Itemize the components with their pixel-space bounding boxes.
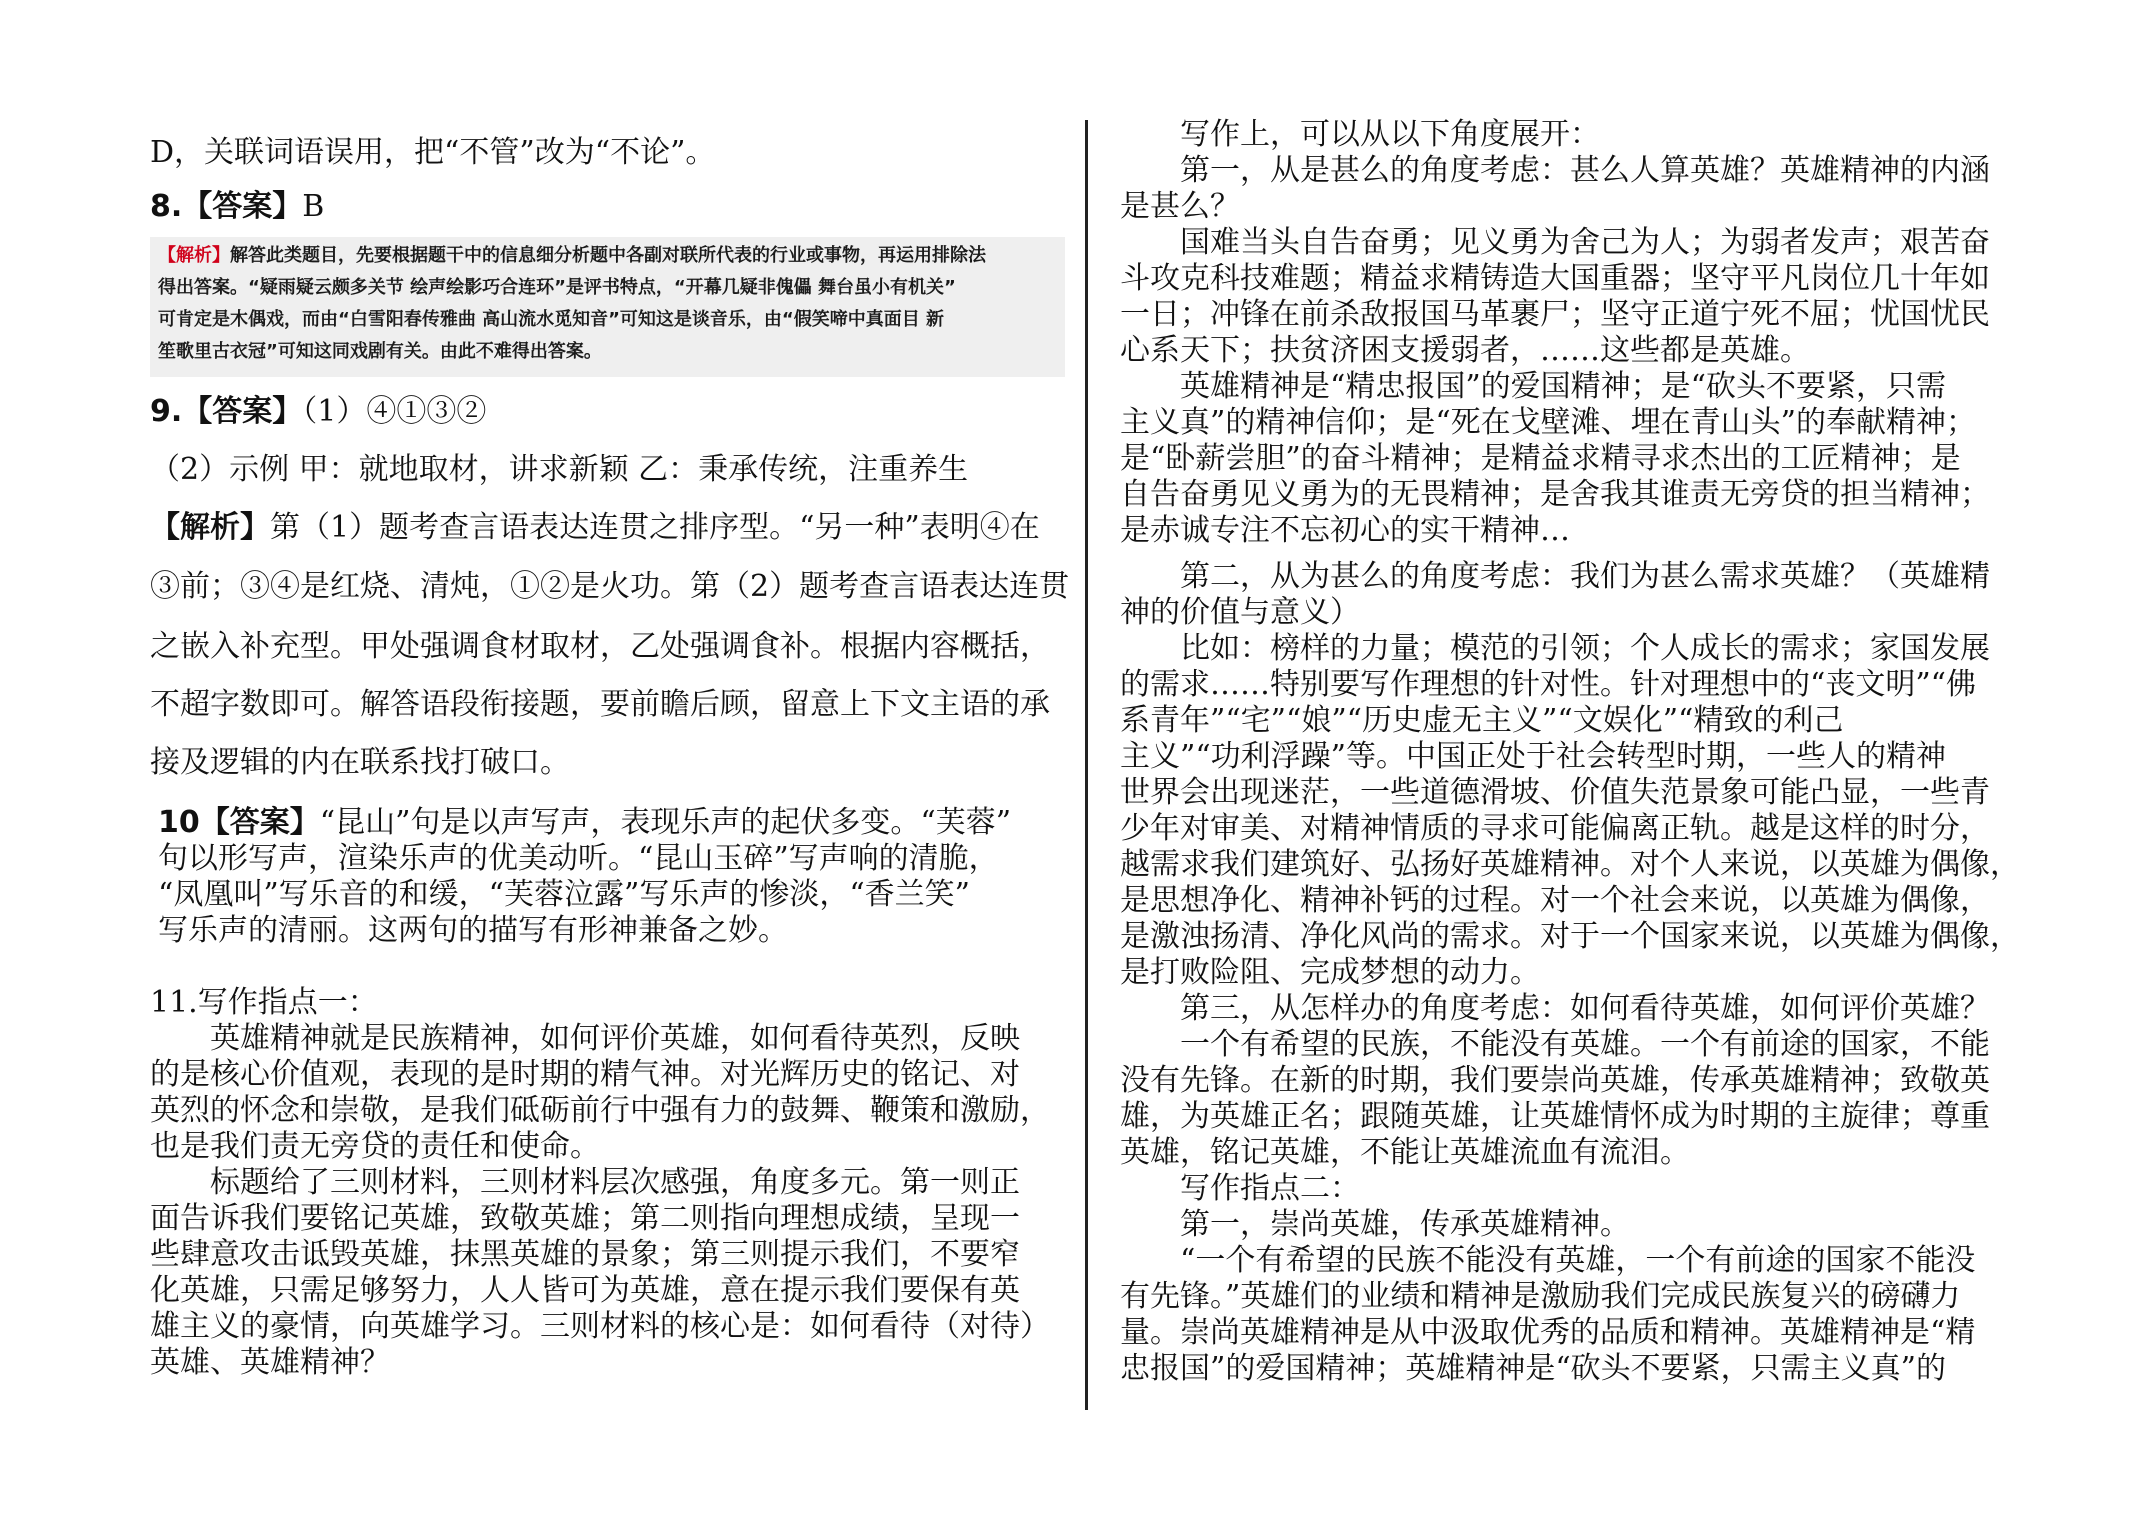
q10-answer-line-3: “凤凰叫”写乐音的和缓，“芙蓉泣露”写乐声的惨淡，“香兰笑” bbox=[158, 877, 971, 912]
right-text-line: 是思想净化、精神补钙的过程。对一个社会来说，以英雄为偶像， bbox=[1120, 883, 1990, 918]
right-text-line: 是激浊扬清、净化风尚的需求。对于一个国家来说，以英雄为偶像， bbox=[1120, 919, 2020, 954]
q11-line: 面告诉我们要铭记英雄，致敬英雄；第二则指向理想成绩，呈现一 bbox=[150, 1201, 1020, 1236]
right-text-line: 越需求我们建筑好、弘扬好英雄精神。对个人来说，以英雄为偶像， bbox=[1120, 847, 2020, 882]
q8-analysis-line-2: 得出答案。“疑雨疑云颇多关节 绘声绘影巧合连环”是评书特点，“开幕几疑非傀儡 舞台虽小有机关” bbox=[158, 277, 956, 298]
right-text-line: 主义真”的精神信仰；是“死在戈壁滩、埋在青山头”的奉献精神； bbox=[1120, 405, 1977, 440]
q11-line: 的是核心价值观，表现的是时期的精气神。对光辉历史的铭记、对 bbox=[150, 1057, 1020, 1092]
q8-answer bbox=[150, 190, 324, 224]
q9-analysis-tag: 【解析】 bbox=[150, 510, 270, 545]
q9-analysis-line-5: 接及逻辑的内在联系找打破口。 bbox=[150, 745, 570, 780]
right-text-line: 雄，为英雄正名；跟随英雄，让英雄情怀成为时期的主旋律；尊重 bbox=[1120, 1099, 1990, 1134]
q8-analysis-line-1: 【解析】解答此类题目，先要根据题干中的信息细分析题中各副对联所代表的行业或事物，再运用排除法 bbox=[158, 245, 986, 266]
q11-line: 化英雄，只需足够努力，人人皆可为英雄，意在提示我们要保有英 bbox=[150, 1273, 1020, 1308]
right-text-line: 量。崇尚英雄精神是从中汲取优秀的品质和精神。英雄精神是“精 bbox=[1120, 1315, 1976, 1350]
q8-number: 8. bbox=[150, 189, 183, 224]
q9-answer bbox=[150, 395, 486, 429]
right-text-line: 系青年”“宅”“娘”“历史虚无主义”“文娱化”“精致的利己 bbox=[1120, 703, 1844, 738]
right-text-line: 国难当头自告奋勇；见义勇为舍己为人；为弱者发声；艰苦奋 bbox=[1120, 225, 1990, 260]
q11-line: 英烈的怀念和崇敬，是我们砥砺前行中强有力的鼓舞、鞭策和激励， bbox=[150, 1093, 1050, 1128]
q9-analysis-line-3: 之嵌入补充型。甲处强调食材取材，乙处强调食补。根据内容概括， bbox=[150, 629, 1050, 664]
q11-line: 雄主义的豪情，向英雄学习。三则材料的核心是：如何看待（对待） bbox=[150, 1309, 1050, 1344]
right-text-line: 自告奋勇见义勇为的无畏精神；是舍我其谁责无旁贷的担当精神； bbox=[1120, 477, 1990, 512]
right-text-line: 英雄，铭记英雄，不能让英雄流血有流泪。 bbox=[1120, 1135, 1690, 1170]
q7-option-d-text: D，关联词语误用，把“不管”改为“不论”。 bbox=[150, 135, 716, 170]
right-text-line: 第三，从怎样办的角度考虑：如何看待英雄，如何评价英雄？ bbox=[1120, 991, 1990, 1026]
column-divider bbox=[1085, 120, 1088, 1410]
right-text-line: 是“卧薪尝胆”的奋斗精神；是精益求精寻求杰出的工匠精神；是 bbox=[1120, 441, 1961, 476]
right-text-line: 英雄精神是“精忠报国”的爱国精神；是“砍头不要紧，只需 bbox=[1120, 369, 1947, 404]
q11-line: 些肆意攻击诋毁英雄，抹黑英雄的景象；第三则提示我们，不要窄 bbox=[150, 1237, 1020, 1272]
q9-number: 9. bbox=[150, 394, 183, 429]
q8-analysis-box bbox=[150, 237, 1065, 377]
q9-answer-value: （1）④①③② bbox=[302, 394, 487, 429]
right-text-line: 写作指点二： bbox=[1120, 1171, 1360, 1206]
q10-number: 10 bbox=[158, 805, 200, 840]
right-text-line: 一个有希望的民族，不能没有英雄。一个有前途的国家，不能 bbox=[1120, 1027, 1990, 1062]
right-text-line: “一个有希望的民族不能没有英雄，一个有前途的国家不能没 bbox=[1120, 1243, 1976, 1278]
right-text-line: 是打败险阻、完成梦想的动力。 bbox=[1120, 955, 1540, 990]
right-text-line: 一日；冲锋在前杀敌报国马革裹尸；坚守正道宁死不屈；忧国忧民 bbox=[1120, 297, 1990, 332]
right-text-line: 没有先锋。在新的时期，我们要崇尚英雄，传承英雄精神；致敬英 bbox=[1120, 1063, 1990, 1098]
right-text-line: 世界会出现迷茫，一些道德滑坡、价值失范景象可能凸显，一些青 bbox=[1120, 775, 1990, 810]
q9-answer-tag: 【答案】 bbox=[182, 394, 303, 429]
q8-analysis-line-4: 笙歌里古衣冠”可知这同戏剧有关。由此不难得出答案。 bbox=[158, 341, 602, 362]
q11-heading: 11.写作指点一： bbox=[150, 985, 378, 1020]
q11-line: 英雄、英雄精神？ bbox=[150, 1345, 390, 1380]
right-text-line: 主义”“功利浮躁”等。中国正处于社会转型时期，一些人的精神 bbox=[1120, 739, 1947, 774]
right-text-line: 第二，从为甚么的角度考虑：我们为甚么需求英雄？（英雄精 bbox=[1120, 559, 1990, 594]
q9-analysis-line-2: ③前；③④是红烧、清炖，①②是火功。第（2）题考查言语表达连贯 bbox=[150, 569, 1070, 604]
q10-answer-line-2: 句以形写声，渲染乐声的优美动听。“昆山玉碎”写声响的清脆， bbox=[158, 841, 999, 876]
right-text-line: 神的价值与意义） bbox=[1120, 595, 1360, 630]
q10-answer-tag: 【答案】 bbox=[199, 805, 320, 840]
q11-line: 英雄精神就是民族精神，如何评价英雄，如何看待英烈，反映 bbox=[150, 1021, 1020, 1056]
right-text-line: 第一，从是甚么的角度考虑：甚么人算英雄？英雄精神的内涵 bbox=[1120, 153, 1990, 188]
q9-analysis-line-4: 不超字数即可。解答语段衔接题，要前瞻后顾，留意上下文主语的承 bbox=[150, 687, 1050, 722]
q9-analysis-line-1: 【解析】第（1）题考查言语表达连贯之排序型。“另一种”表明④在 bbox=[150, 510, 1040, 545]
q10-answer-line-4: 写乐声的清丽。这两句的描写有形神兼备之妙。 bbox=[158, 913, 788, 948]
right-text-line: 的需求……特别要写作理想的针对性。针对理想中的“丧文明”“佛 bbox=[1120, 667, 1977, 702]
q9-answer-part2: （2）示例 甲：就地取材，讲求新颖 乙：秉承传统，注重养生 bbox=[150, 452, 969, 487]
q11-line: 也是我们责无旁贷的责任和使命。 bbox=[150, 1129, 600, 1164]
right-text-line: 写作上，可以从以下角度展开： bbox=[1120, 117, 1600, 152]
q8-analysis-tag: 【解析】 bbox=[158, 245, 230, 266]
q8-answer-tag: 【答案】 bbox=[182, 189, 303, 224]
right-text-line: 是赤诚专注不忘初心的实干精神… bbox=[1120, 513, 1570, 548]
right-text-line: 是甚么？ bbox=[1120, 189, 1240, 224]
q10-answer-line-1: 10【答案】“昆山”句是以声写声，表现乐声的起伏多变。“芙蓉” bbox=[158, 805, 1012, 840]
right-text-line: 比如：榜样的力量；模范的引领；个人成长的需求；家国发展 bbox=[1120, 631, 1990, 666]
right-text-line: 斗攻克科技难题；精益求精铸造大国重器；坚守平凡岗位几十年如 bbox=[1120, 261, 1990, 296]
q11-line: 标题给了三则材料，三则材料层次感强，角度多元。第一则正 bbox=[150, 1165, 1020, 1200]
right-text-line: 少年对审美、对精神情质的寻求可能偏离正轨。越是这样的时分， bbox=[1120, 811, 1990, 846]
right-text-line: 有先锋。”英雄们的业绩和精神是激励我们完成民族复兴的磅礴力 bbox=[1120, 1279, 1961, 1314]
right-text-line: 心系天下；扶贫济困支援弱者，……这些都是英雄。 bbox=[1120, 333, 1810, 368]
q8-analysis-line-3: 可肯定是木偶戏，而由“白雪阳春传雅曲 高山流水觅知音”可知这是谈音乐，由“假笑啼中真面目 新 bbox=[158, 309, 945, 330]
q8-answer-value: B bbox=[302, 189, 325, 224]
right-text-line: 第一，崇尚英雄，传承英雄精神。 bbox=[1120, 1207, 1630, 1242]
right-text-line: 忠报国”的爱国精神；英雄精神是“砍头不要紧，只需主义真”的 bbox=[1120, 1351, 1947, 1386]
